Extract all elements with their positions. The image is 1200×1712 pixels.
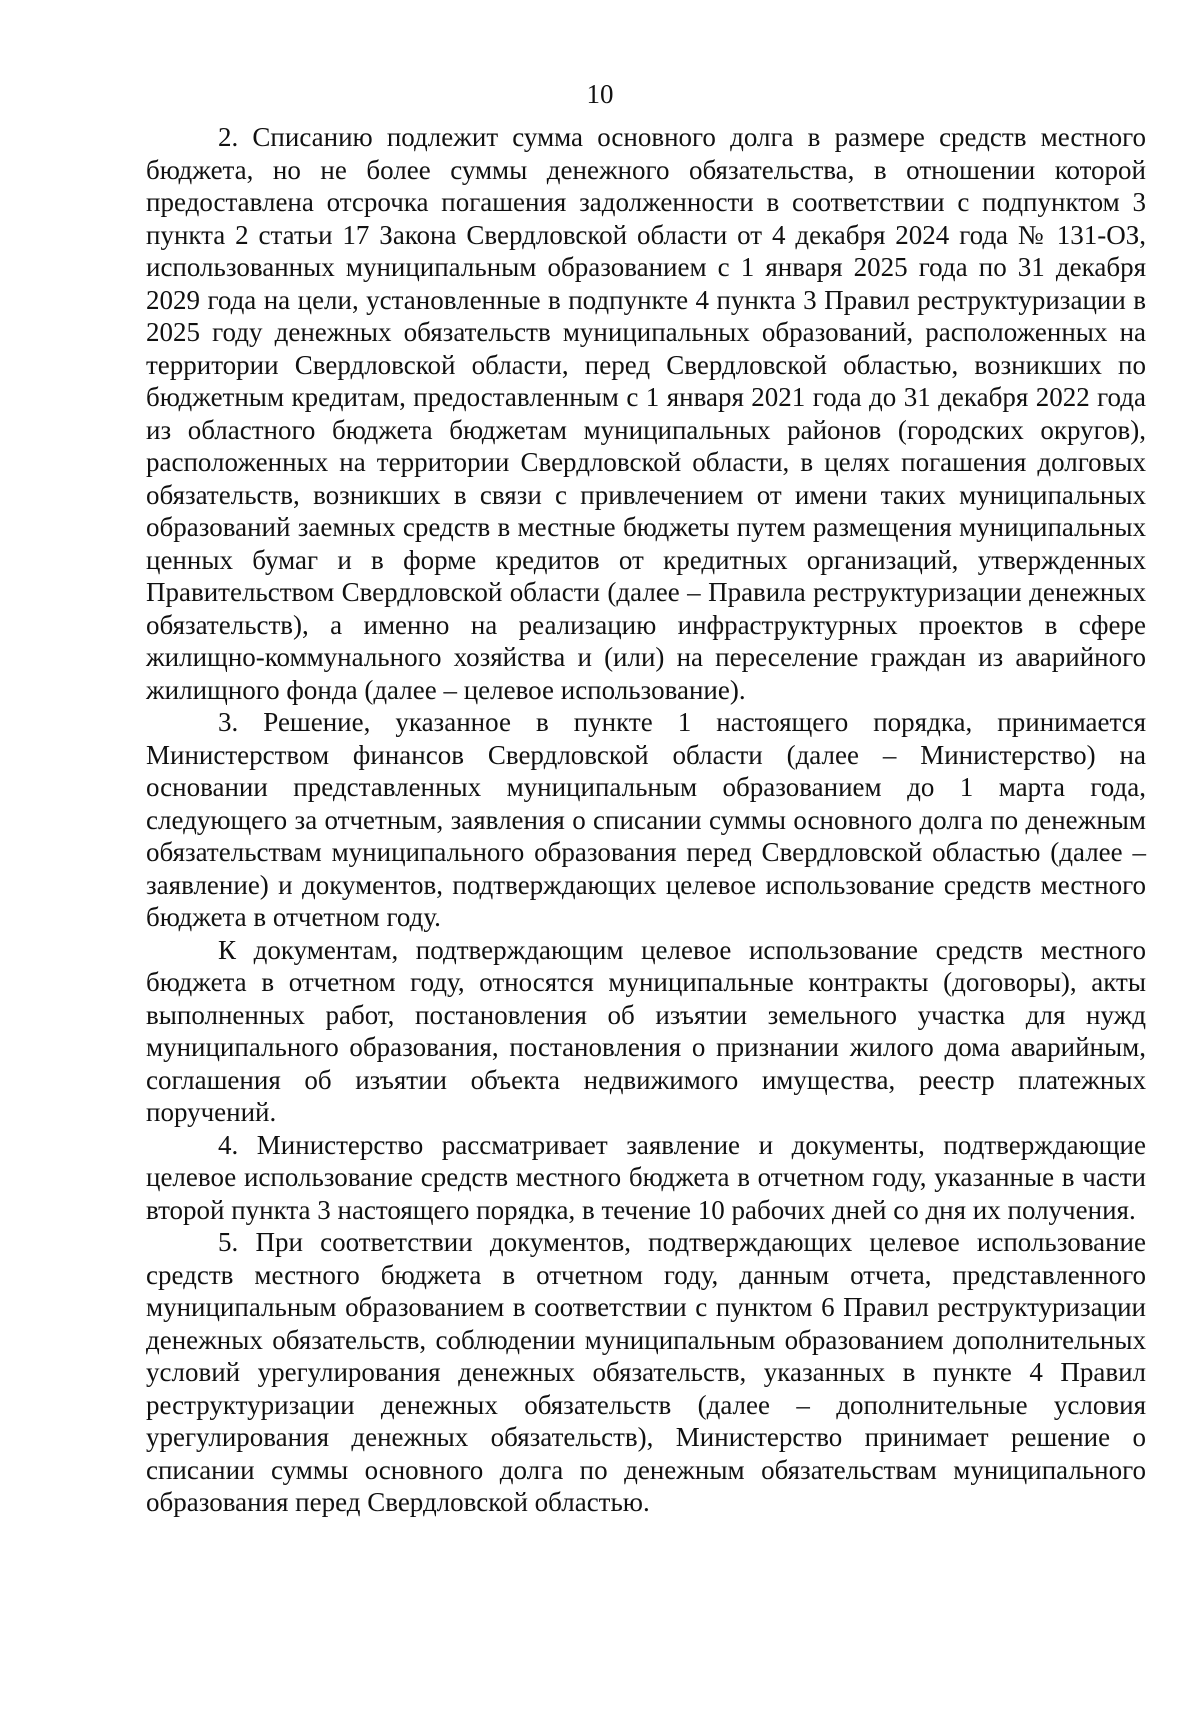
document-body [146, 121, 1146, 1519]
paragraph-item-5: 5. При соответствии документов, подтверждающих целевое использование средств местного бюджета в отчетном году, данным отчета, представленного муниципальным образованием в соответствии с пунктом 6 Правил реструктуризации денежных обязательств, соблюдении муниципальным образованием дополнительных условий урегулирования денежных обязательств, указанных в пункте 4 Правил реструктуризации денежных обязательств (далее – дополнительные условия урегулирования денежных обязательств), Министерство принимает решение о списании суммы основного долга по денежным обязательствам муниципального образования перед Свердловской областью. [146, 1227, 1146, 1517]
paragraph-item-3-part-2: К документам, подтверждающим целевое использование средств местного бюджета в отчетном году, относятся муниципальные контракты (договоры), акты выполненных работ, постановления об изъятии земельного участка для нужд муниципального образования, постановления о признании жилого дома аварийным, соглашения об изъятии объекта недвижимого имущества, реестр платежных поручений. [146, 934, 1146, 1127]
paragraph-item-2: 2. Списанию подлежит сумма основного долга в размере средств местного бюджета, но не более суммы денежного обязательства, в отношении которой предоставлена отсрочка погашения задолженности в соответствии с подпунктом 3 пункта 2 статьи 17 Закона Свердловской области от 4 декабря 2024 года № 131-ОЗ, использованных муниципальным образованием с 1 января 2025 года по 31 декабря 2029 года на цели, установленные в подпункте 4 пункта 3 Правил реструктуризации в 2025 году денежных обязательств муниципальных образований, расположенных на территории Свердловской области, перед Свердловской областью, возникших по бюджетным кредитам, предоставленным с 1 января 2021 года до 31 декабря 2022 года из областного бюджета бюджетам муниципальных районов (городских округов), расположенных на территории Свердловской области, в целях погашения долговых обязательств, возникших в связи с привлечением от имени таких муниципальных образований заемных средств в местные бюджеты путем размещения муниципальных ценных бумаг и в форме кредитов от кредитных организаций, утвержденных Правительством Свердловской области (далее – Правила реструктуризации денежных обязательств), а именно на реализацию инфраструктурных проектов в сфере жилищно-коммунального хозяйства и (или) на переселение граждан из аварийного жилищного фонда (далее – целевое использование). [146, 122, 1146, 705]
paragraph-item-3: 3. Решение, указанное в пункте 1 настоящего порядка, принимается Министерством финансов Свердловской области (далее – Министерство) на основании представленных муниципальным образованием до 1 марта года, следующего за отчетным, заявления о списании суммы основного долга по денежным обязательствам муниципального образования перед Свердловской областью (далее – заявление) и документов, подтверждающих целевое использование средств местного бюджета в отчетном году. [146, 707, 1146, 932]
page-number: 10 [586, 79, 614, 109]
paragraph-item-4: 4. Министерство рассматривает заявление и документы, подтверждающие целевое использование средств местного бюджета в отчетном году, указанные в части второй пункта 3 настоящего порядка, в течение 10 рабочих дней со дня их получения. [146, 1129, 1146, 1225]
